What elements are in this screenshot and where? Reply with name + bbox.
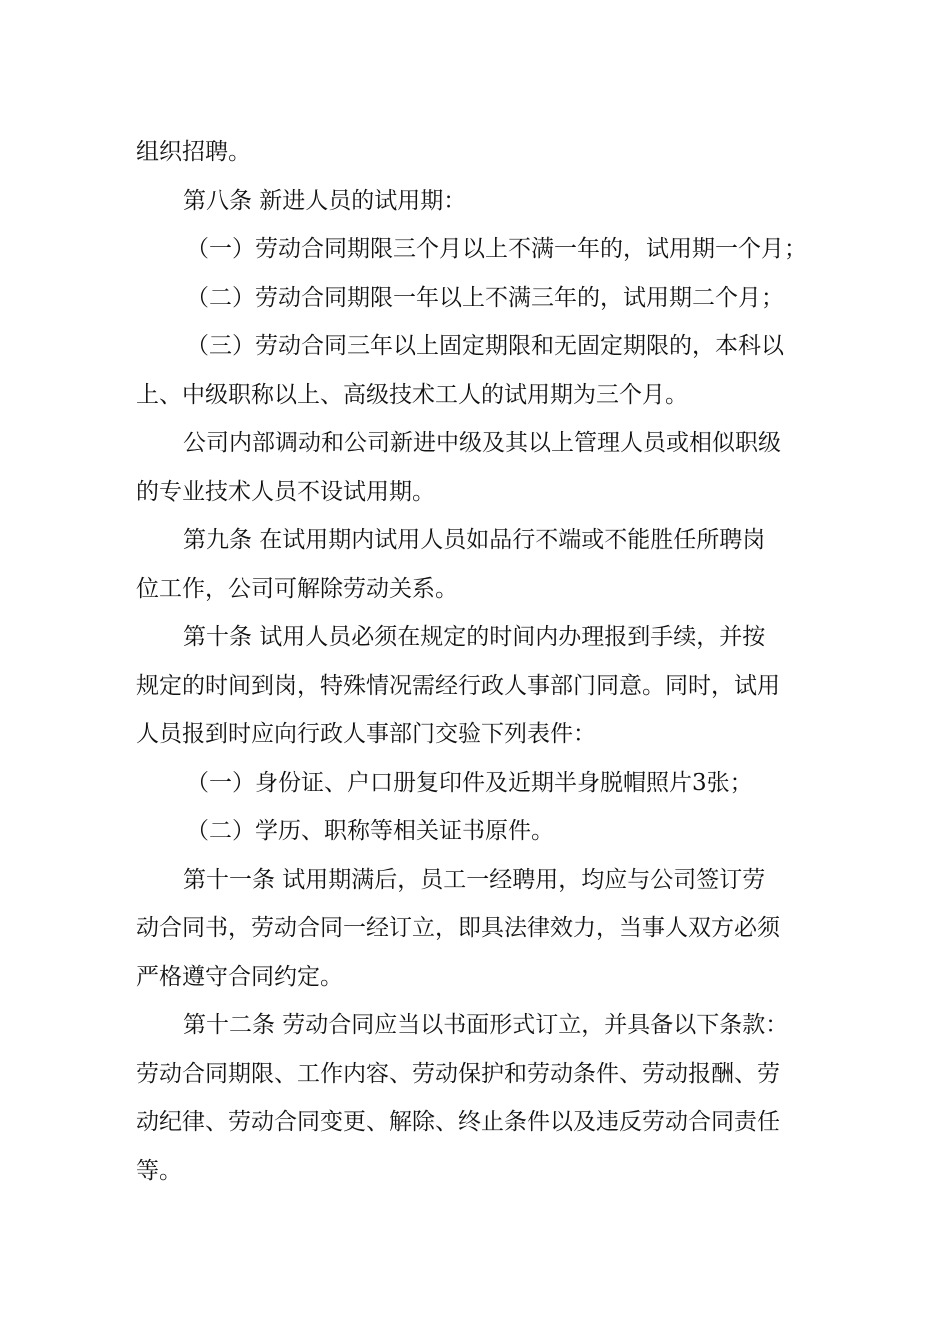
text-line: 等。 bbox=[136, 1157, 182, 1184]
text-line: 上、中级职称以上、高级技术工人的试用期为三个月。 bbox=[136, 381, 688, 408]
article-8-item-1: （一）劳动合同期限三个月以上不满一年的，试用期一个月； bbox=[186, 236, 807, 262]
text-line: 规定的时间到岗，特殊情况需经行政人事部门同意。同时，试用 bbox=[136, 672, 780, 699]
article-8-heading: 第八条 新进人员的试用期： bbox=[183, 187, 467, 214]
text-line: 人员报到时应向行政人事部门交验下列表件： bbox=[136, 721, 596, 747]
text-line: 劳动合同期限、工作内容、劳动保护和劳动条件、劳动报酬、劳 bbox=[136, 1060, 780, 1087]
article-8-item-3: （三）劳动合同三年以上固定期限和无固定期限的，本科以 bbox=[186, 333, 784, 359]
text-line: 动纪律、劳动合同变更、解除、终止条件以及违反劳动合同责任 bbox=[136, 1109, 780, 1135]
paragraph-internal-transfer: 公司内部调动和公司新进中级及其以上管理人员或相似职级 bbox=[183, 430, 781, 456]
article-10: 第十条 试用人员必须在规定的时间内办理报到手续，并按 bbox=[183, 624, 766, 650]
article-12: 第十二条 劳动合同应当以书面形式订立，并具备以下条款： bbox=[183, 1012, 789, 1038]
text-line: 严格遵守合同约定。 bbox=[136, 963, 343, 990]
article-9: 第九条 在试用期内试用人员如品行不端或不能胜任所聘岗 bbox=[183, 527, 766, 553]
text-line: 组织招聘。 bbox=[136, 139, 251, 165]
article-8-item-2: （二）劳动合同期限一年以上不满三年的，试用期二个月； bbox=[186, 284, 784, 311]
text-line: 位工作，公司可解除劳动关系。 bbox=[136, 575, 458, 602]
article-10-item-2: （二）学历、职称等相关证书原件。 bbox=[186, 818, 554, 844]
text-line: 的专业技术人员不设试用期。 bbox=[136, 478, 435, 505]
text-line: 动合同书，劳动合同一经订立，即具法律效力，当事人双方必须 bbox=[136, 915, 780, 941]
document-body bbox=[136, 128, 826, 1195]
article-10-item-1: （一）身份证、户口册复印件及近期半身脱帽照片3张； bbox=[186, 769, 753, 796]
article-11: 第十一条 试用期满后，员工一经聘用，均应与公司签订劳 bbox=[183, 866, 766, 893]
